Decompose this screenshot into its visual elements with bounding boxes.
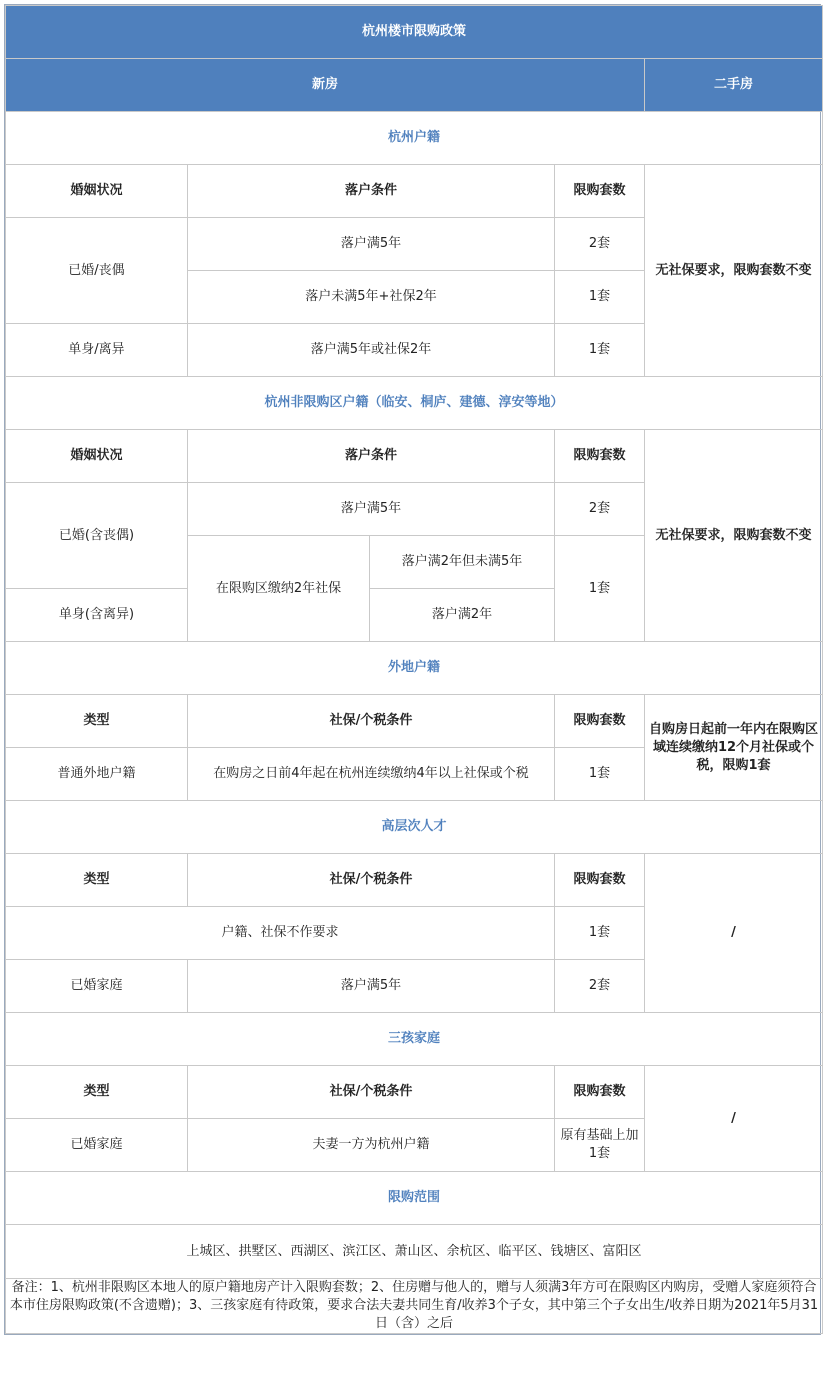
cell-count: 2套 — [555, 960, 645, 1013]
section-title-hz: 杭州户籍 — [6, 112, 823, 165]
cell-condition: 落户满5年 — [188, 960, 555, 1013]
page-title: 杭州楼市限购政策 — [6, 6, 823, 59]
section-title-nonlimit: 杭州非限购区户籍（临安、桐庐、建德、淳安等地） — [6, 377, 823, 430]
cell-count: 2套 — [555, 483, 645, 536]
section-title-talent: 高层次人才 — [6, 801, 823, 854]
cell-count: 1套 — [555, 324, 645, 377]
section-title-scope: 限购范围 — [6, 1172, 823, 1225]
second-hand-note-three-child: / — [645, 1066, 823, 1172]
col-count: 限购套数 — [555, 165, 645, 218]
col-condition: 社保/个税条件 — [188, 695, 555, 748]
col-type: 类型 — [6, 695, 188, 748]
second-hand-note-outside: 自购房日起前一年内在限购区域连续缴纳12个月社保或个税，限购1套 — [645, 695, 823, 801]
col-type: 类型 — [6, 854, 188, 907]
policy-panel — [4, 4, 821, 1335]
second-hand-note-hz: 无社保要求，限购套数不变 — [645, 165, 823, 377]
header-new-home: 新房 — [6, 59, 645, 112]
cell-count: 1套 — [555, 907, 645, 960]
section-title-three-child: 三孩家庭 — [6, 1013, 823, 1066]
cell-type: 已婚家庭 — [6, 960, 188, 1013]
footnote: 备注：1、杭州非限购区本地人的原户籍地房产计入限购套数；2、住房赠与他人的，赠与人须满3年方可在限购区内购房，受赠人家庭须符合本市住房限购政策(不含遗赠)；3、三孩家庭有待政策，要求合法夫妻共同生育/收养3个子女，其中第三个子女出生/收养日期为2021年5月31日（含）之后 — [6, 1279, 823, 1334]
cell-condition: 落户满5年 — [188, 218, 555, 271]
cell-count: 2套 — [555, 218, 645, 271]
header-second-hand: 二手房 — [645, 59, 823, 112]
cell-status: 单身(含离异) — [6, 589, 188, 642]
col-count: 限购套数 — [555, 1066, 645, 1119]
col-condition: 社保/个税条件 — [188, 854, 555, 907]
cell-social: 在限购区缴纳2年社保 — [188, 536, 370, 642]
cell-condition: 户籍、社保不作要求 — [6, 907, 555, 960]
col-type: 类型 — [6, 1066, 188, 1119]
cell-status: 单身/离异 — [6, 324, 188, 377]
col-count: 限购套数 — [555, 430, 645, 483]
col-status: 婚姻状况 — [6, 165, 188, 218]
section-title-outside: 外地户籍 — [6, 642, 823, 695]
cell-status: 已婚(含丧偶) — [6, 483, 188, 589]
cell-condition: 落户满2年但未满5年 — [370, 536, 555, 589]
second-hand-note-talent: / — [645, 854, 823, 1013]
cell-status: 已婚/丧偶 — [6, 218, 188, 324]
col-count: 限购套数 — [555, 695, 645, 748]
cell-count: 1套 — [555, 748, 645, 801]
policy-table — [5, 5, 823, 1334]
cell-condition: 在购房之日前4年起在杭州连续缴纳4年以上社保或个税 — [188, 748, 555, 801]
cell-count: 1套 — [555, 271, 645, 324]
cell-condition: 落户满2年 — [370, 589, 555, 642]
cell-condition: 夫妻一方为杭州户籍 — [188, 1119, 555, 1172]
cell-count: 1套 — [555, 536, 645, 642]
cell-condition: 落户未满5年+社保2年 — [188, 271, 555, 324]
cell-type: 普通外地户籍 — [6, 748, 188, 801]
cell-condition: 落户满5年 — [188, 483, 555, 536]
scope-districts: 上城区、拱墅区、西湖区、滨江区、萧山区、余杭区、临平区、钱塘区、富阳区 — [6, 1225, 823, 1279]
cell-type: 已婚家庭 — [6, 1119, 188, 1172]
col-status: 婚姻状况 — [6, 430, 188, 483]
cell-condition: 落户满5年或社保2年 — [188, 324, 555, 377]
second-hand-note-nonlimit: 无社保要求，限购套数不变 — [645, 430, 823, 642]
cell-count: 原有基础上加1套 — [555, 1119, 645, 1172]
col-condition: 社保/个税条件 — [188, 1066, 555, 1119]
col-condition: 落户条件 — [188, 165, 555, 218]
col-count: 限购套数 — [555, 854, 645, 907]
col-condition: 落户条件 — [188, 430, 555, 483]
